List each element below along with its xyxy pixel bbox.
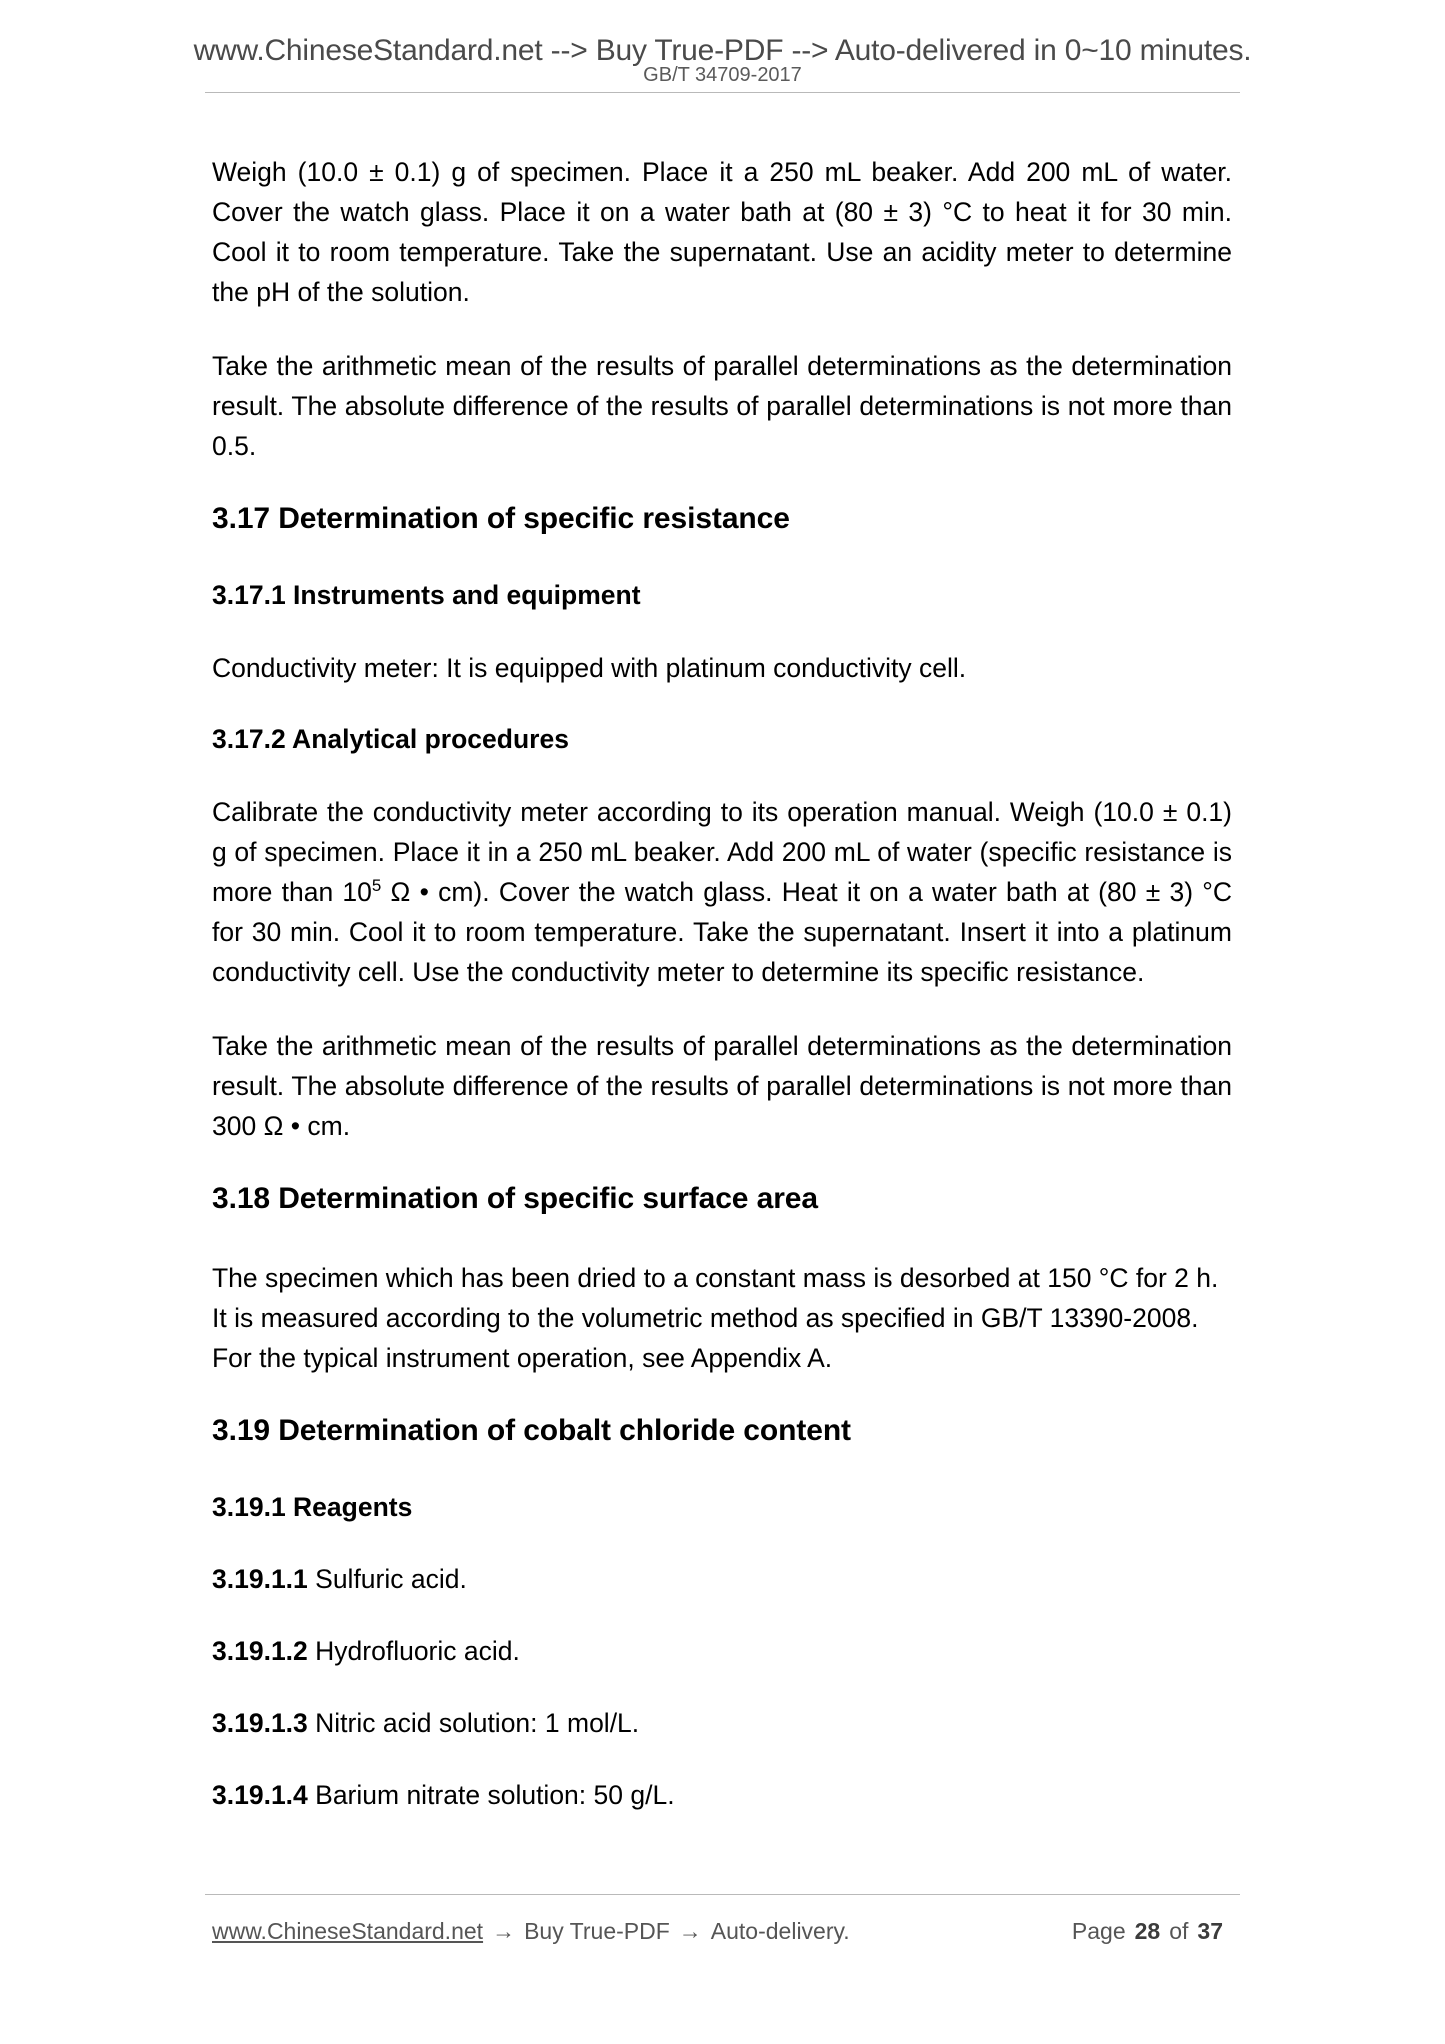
header-divider	[205, 92, 1240, 93]
paragraph-conductivity-meter: Conductivity meter: It is equipped with platinum conductivity cell.	[212, 653, 967, 683]
arrow-right-icon: →	[678, 1918, 702, 1944]
reagent-number: 3.19.1.4	[212, 1780, 308, 1810]
page-footer	[212, 1916, 1233, 1946]
paragraph-specific-surface-area: The specimen which has been dried to a constant mass is desorbed at 150 °C for 2 h. It is measured according to the volumetric method as specified in GB/T 13390-2008. For the typical instrument operation, see Appendix A.	[212, 1263, 1219, 1373]
subsection-heading-3-17-1: 3.17.1 Instruments and equipment	[212, 580, 641, 610]
footer-site-link[interactable]: www.ChineseStandard.net	[212, 1918, 484, 1944]
reagent-text: Barium nitrate solution: 50 g/L.	[307, 1780, 675, 1810]
reagent-text: Hydrofluoric acid.	[307, 1636, 520, 1666]
header-standard-number: GB/T 34709-2017	[643, 64, 802, 86]
reagent-item-hydrofluoric-acid	[212, 1632, 1232, 1670]
arrow-right-icon: →	[492, 1918, 516, 1944]
page-number: 28	[1134, 1918, 1161, 1944]
paragraph-arithmetic-mean-resistance: Take the arithmetic mean of the results of parallel determinations as the determination result. The absolute difference of the results of parallel determinations is not more than 300 Ω • cm.	[212, 1031, 1232, 1141]
section-heading-3-17: 3.17 Determination of specific resistance	[212, 502, 790, 535]
footer-promo	[212, 1916, 850, 1946]
page-label: Page	[1071, 1918, 1126, 1944]
reagent-number: 3.19.1.3	[212, 1708, 308, 1738]
section-heading-3-18: 3.18 Determination of specific surface area	[212, 1182, 818, 1215]
subsection-heading-3-19-1: 3.19.1 Reagents	[212, 1492, 413, 1522]
section-heading-3-19: 3.19 Determination of cobalt chloride content	[212, 1414, 851, 1447]
reagent-number: 3.19.1.1	[212, 1564, 308, 1594]
reagent-item-barium-nitrate-solution	[212, 1776, 1232, 1814]
of-label: of	[1169, 1918, 1189, 1944]
paragraph-analytical-part2: Ω • cm). Cover the watch glass. Heat it on a water bath at (80 ± 3) °C for 30 min. Cool it to room temperature. Take the supernatant. Insert it into a platinum conductivity cell. Use the conductivity meter to determine its specific resistance.	[212, 877, 1233, 987]
reagent-item-sulfuric-acid	[212, 1560, 1232, 1598]
footer-buy-label: Buy True-PDF	[524, 1918, 670, 1944]
paragraph-ph-determination: Weigh (10.0 ± 0.1) g of specimen. Place it a 250 mL beaker. Add 200 mL of water. Cover the watch glass. Place it on a water bath at (80 ± 3) °C to heat it for 30 min. Cool it to room temperature. Take the supernatant. Use an acidity meter to determine the pH of the solution.	[212, 157, 1232, 307]
exponent-five: 5	[371, 876, 382, 896]
page-content	[212, 152, 1232, 1848]
reagent-number: 3.19.1.2	[212, 1636, 308, 1666]
header-watermark-text: www.ChineseStandard.net --> Buy True-PDF --> Auto-delivered in 0~10 minutes.	[193, 34, 1252, 67]
reagent-item-nitric-acid-solution	[212, 1704, 1232, 1742]
paragraph-analytical-procedures	[212, 792, 1232, 992]
page-total: 37	[1197, 1918, 1223, 1944]
reagent-text: Nitric acid solution: 1 mol/L.	[307, 1708, 640, 1738]
footer-pagination	[1072, 1916, 1233, 1946]
footer-delivery-label: Auto-delivery.	[710, 1918, 850, 1944]
paragraph-arithmetic-mean-ph: Take the arithmetic mean of the results of parallel determinations as the determination result. The absolute difference of the results of parallel determinations is not more than 0.5.	[212, 351, 1232, 461]
page-header	[0, 34, 1445, 86]
subsection-heading-3-17-2: 3.17.2 Analytical procedures	[212, 724, 569, 754]
footer-divider	[205, 1894, 1240, 1895]
reagent-text: Sulfuric acid.	[307, 1564, 467, 1594]
paragraph-analytical-part1: Calibrate the conductivity meter according to its operation manual. Weigh (10.0 ± 0.1) g of specimen. Place it in a 250 mL beaker. Add 200 mL of water (specific resistance is more than 10	[212, 797, 1232, 907]
